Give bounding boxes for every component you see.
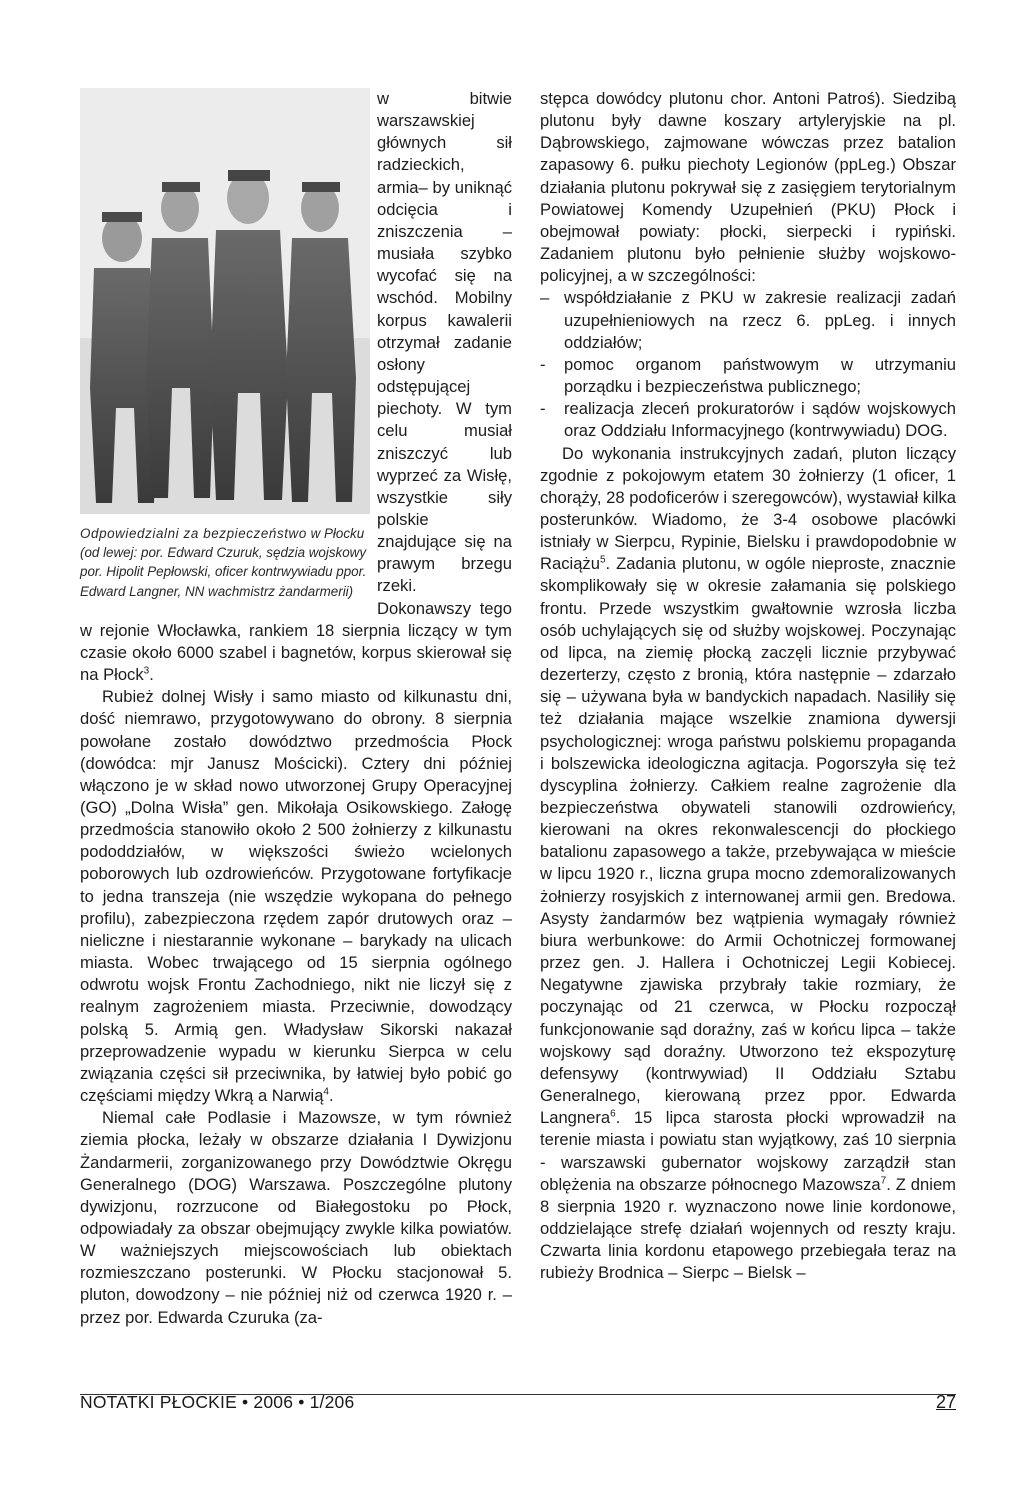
right-column [540, 88, 956, 1284]
list-item: – współdziałanie z PKU w zakresie realizacji zadań uzupełnieniowych na rzecz 6. ppLeg. i innych oddziałów; [540, 288, 956, 352]
journal-footer: NOTATKI PŁOCKIE • 2006 • 1/206 [80, 1392, 355, 1412]
left-paragraph-1: w bitwie warszawskiej głównych sił radzieckich, armia– by uniknąć odcięcia i zniszczenia – musiała szybko wycofać się na wschód. Mobilny korpus kawalerii otrzymał zadanie osłony odstępującej piechoty. W tym celu musiał zniszczyć lub wyprzeć za Wisłę, wszystkie siły polskie znajdujące się na prawym brzegu rzeki. Dokonawszy tego w rejonie Włocławka, rankiem 18 sierpnia liczący w tym czasie około 6000 szabel i bagnetów, korpus skierował się na Płock$^3$. [80, 89, 512, 685]
caption-line-first: Odpowiedzialni za bezpieczeństwo [80, 526, 307, 541]
left-column [80, 88, 512, 1329]
page-number: 27 [935, 1392, 956, 1412]
left-paragraph-2: Rubież dolnej Wisły i samo miasto od kilkunastu dni, dość niemrawo, przygotowywano do obrony. 8 sierpnia powołane zostało dowództwo przedmościa Płock (dowódca: mjr Janusz Mościcki). Cztery dni później włączono je w skład nowo utworzonej Grupy Operacyjnej (GO) „Dolna Wisła” gen. Mikołaja Osikowskiego. Załogę przedmościa stanowiło około 2 500 żołnierzy z kilkunastu pododdziałów, w większości świeżo wcielonych poborowych lub ozdrowieńców. Przygotowane fortyfikacje to jedna transzeja (nie wszędzie wykopana do pełnego profilu), zabezpieczona rzędem zapór drutowych oraz – nieliczne i niestarannie wykonane – barykady na ulicach miasta. Wobec trwającego od 15 sierpnia ogólnego odwrotu wojsk Frontu Zachodniego, nikt nie liczył się z realnym zagrożeniem miasta. Przeciwnie, dowodzący polską 5. Armią gen. Władysław Sikorski nakazał przeprowadzenie wypadu w kierunku Sierpca w celu związania części sił przeciwnika, by łatwiej było pobić go częściami między Wkrą a Narwią$^4$. [80, 687, 512, 1106]
right-paragraph-2: Do wykonania instrukcyjnych zadań, pluton liczący zgodnie z pokojowym etatem 30 żołnierzy (1 oficer, 1 chorąży, 28 podoficerów i szeregowców), wystawiał kilka posterunków. Wiadomo, że 3-4 osobowe placówki istniały w Sierpcu, Rypinie, Bielsku i prawdopodobnie w Raciążu$^5$. Zadania plutonu, w ogóle nieproste, znacznie skomplikowały się w okresie załamania się polskiego frontu. Przede wszystkim gwałtownie wzrosła liczba osób uchylających się od służby wojskowej. Poczynając od lipca, na ziemię płocką zaczęli licznie przybywać dezerterzy, często z bronią, która następnie – zdarzało się – używana była w bandyckich napadach. Nasiliły się też działania mające wszelkie znamiona dywersji psychologicznej: wroga państwu polskiemu propaganda i bolszewicka ideologiczna agitacja. Pogorszyła się też dyscyplina żołnierzy. Całkiem realne zagrożenie dla bezpieczeństwa obywateli stanowili ozdrowieńcy, kierowani na okres rekonwalescencji do płockiego batalionu zapasowego a także, przebywająca w mieście w lipcu 1920 r., liczna grupa mocno zdemoralizowanych żołnierzy rosyjskich z internowanej armii gen. Bredowa. Asysty żandarmów bez wątpienia wymagały również biura werbunkowe: do Armii Ochotniczej formowanej przez gen. J. Hallera i Ochotniczej Legii Kobiecej. Negatywne zjawiska przybrały takie rozmiary, że poczynając od 21 czerwca, w Płocku rozpoczął funkcjonowanie sąd doraźny, zaś w końcu lipca – także wojskowy sąd doraźny. Utworzono też ekspozyturę defensywy (kontrwywiad) II Oddziału Sztabu Generalnego, kierowaną przez ppor. Edwarda Langnera$^6$. 15 lipca starosta płocki wprowadził na terenie miasta i powiatu stan wyjątkowy, zaś 10 sierpnia - warszawski gubernator wojskowy zarządził stan oblężenia na obszarze północnego Mazowsza$^7$. Z dniem 8 sierpnia 1920 r. wyznaczono nowe linie kordonowe, oddzielające strefę działań wojennych od reszty kraju. Czwarta linia kordonu etapowego przebiegała teraz na rubieży Brodnica – Sierpc – Bielsk – [540, 443, 956, 1283]
photo-caption [80, 524, 370, 601]
soldiers-photo-image [80, 88, 370, 514]
historical-photo [80, 88, 370, 514]
duties-list [540, 287, 956, 442]
photo-figure [80, 88, 370, 601]
list-item: - pomoc organom państwowym w utrzymaniu porządku i bezpieczeństwa publicznego; [540, 354, 956, 397]
list-item: - realizacja zleceń prokuratorów i sądów wojskowych oraz Oddziału Informacyjnego (kontrwywiadu) DOG. [540, 399, 956, 441]
left-paragraph-3: Niemal całe Podlasie i Mazowsze, w tym również ziemia płocka, leżały w obszarze działania I Dywizjonu Żandarmerii, zorganizowanego przy Dowództwie Okręgu Generalnego (DOG) Warszawa. Poszczególne plutony dywizjonu, rozrzucone od Białegostoku po Płock, odpowiadały za obszar obejmujący zwykle kilka powiatów. W ważniejszych miejscowościach lub obiektach rozmieszczano posterunki. W Płocku stacjonował 5. pluton, dowodzony – nie później niż od czerwca 1920 r. – przez por. Edwarda Czuruka (za- [80, 1108, 512, 1327]
right-paragraph-1: stępca dowódcy plutonu chor. Antoni Patroś). Siedzibą plutonu były dawne koszary artyleryjskie na pl. Dąbrowskiego, zajmowane wówczas przez batalion zapasowy 6. pułku piechoty Legionów (ppLeg.) Obszar działania plutonu pokrywał się z zasięgiem terytorialnym Powiatowej Komendy Uzupełnień (PKU) Płock i obejmował powiaty: płocki, sierpecki i rypiński. Zadaniem plutonu było pełnienie służby wojskowo-policyjnej, a w szczególności: [540, 89, 956, 286]
caption-rest: w Płocku (od lewej: por. Edward Czuruk, sędzia wojskowy por. Hipolit Pepłowski, oficer kontrwywiadu ppor. Edward Langner, NN wachmistrz żandarmerii) [80, 526, 367, 599]
